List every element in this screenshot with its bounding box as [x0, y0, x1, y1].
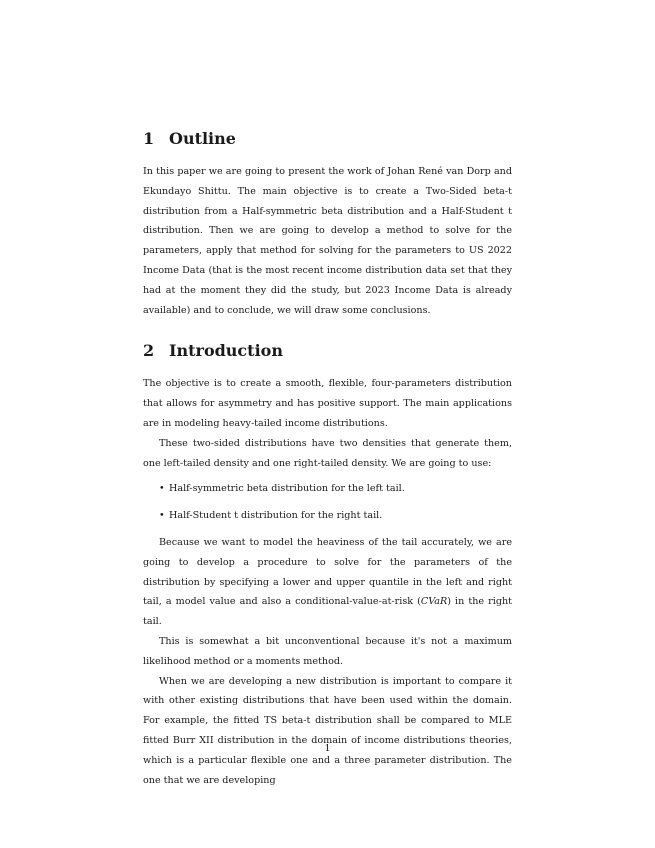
paragraph-text: Because we want to model the heaviness of the tail accurately, we are going to develop a procedure to solve for the parameters of the distribution by specifying a lower and upper quantile in the left and right tail, a model value and also a conditional-value-at-risk (	[143, 536, 512, 608]
list-item-text: Half-Student t distribution for the right tail.	[169, 510, 383, 522]
intro-paragraph-3	[143, 533, 512, 632]
section-number: 1	[143, 129, 155, 148]
intro-paragraph-5: When we are developing a new distribution is important to compare it with other existing distributions that have been used within the domain. For example, the fitted TS beta-t distribution shall be compared to MLE fitted Burr XII distribution in the domain of income distributions theories, which is a particular flexible one and a three parameter distribution. The one that we are developing	[143, 675, 512, 786]
intro-paragraph-2: These two-sided distributions have two densities that generate them, one left-tailed density and one right-tailed density. We are going to use:	[143, 437, 512, 469]
list-item-text: Half-symmetric beta distribution for the left tail.	[169, 483, 405, 495]
bullet-icon: •	[159, 510, 165, 522]
section-title: Outline	[169, 129, 236, 148]
paragraph-text: ) in the right tail.	[143, 596, 512, 628]
bullet-list	[143, 479, 512, 526]
math-cvar: CVaR	[420, 596, 448, 608]
section-heading-introduction	[143, 338, 512, 364]
intro-paragraph-4: This is somewhat a bit unconventional because it's not a maximum likelihood method or a moments method.	[143, 635, 512, 667]
page-content	[143, 126, 512, 790]
section-heading-outline	[143, 126, 512, 152]
section-number: 2	[143, 341, 155, 361]
bullet-icon: •	[159, 483, 165, 495]
list-item	[143, 479, 512, 499]
intro-paragraph-1: The objective is to create a smooth, flexible, four-parameters distribution that allows for asymmetry and has positive support. The main applications are in modeling heavy-tailed income distributions.	[143, 378, 512, 429]
page-number: 1	[324, 743, 331, 754]
section-title: Introduction	[169, 341, 283, 361]
list-item	[143, 506, 512, 526]
outline-paragraph: In this paper we are going to present the work of Johan René van Dorp and Ekundayo Shittu. The main objective is to create a Two-Sided beta-t distribution from a Half-symmetric beta distribution and a Half-Student t distribution. Then we are going to develop a method to solve for the parameters, apply that method for solving for the parameters to US 2022 Income Data (that is the most recent income distribution data set that they had at the moment they did the study, but 2023 Income Data is already available) and to conclude, we will draw some conclusions.	[143, 166, 512, 316]
